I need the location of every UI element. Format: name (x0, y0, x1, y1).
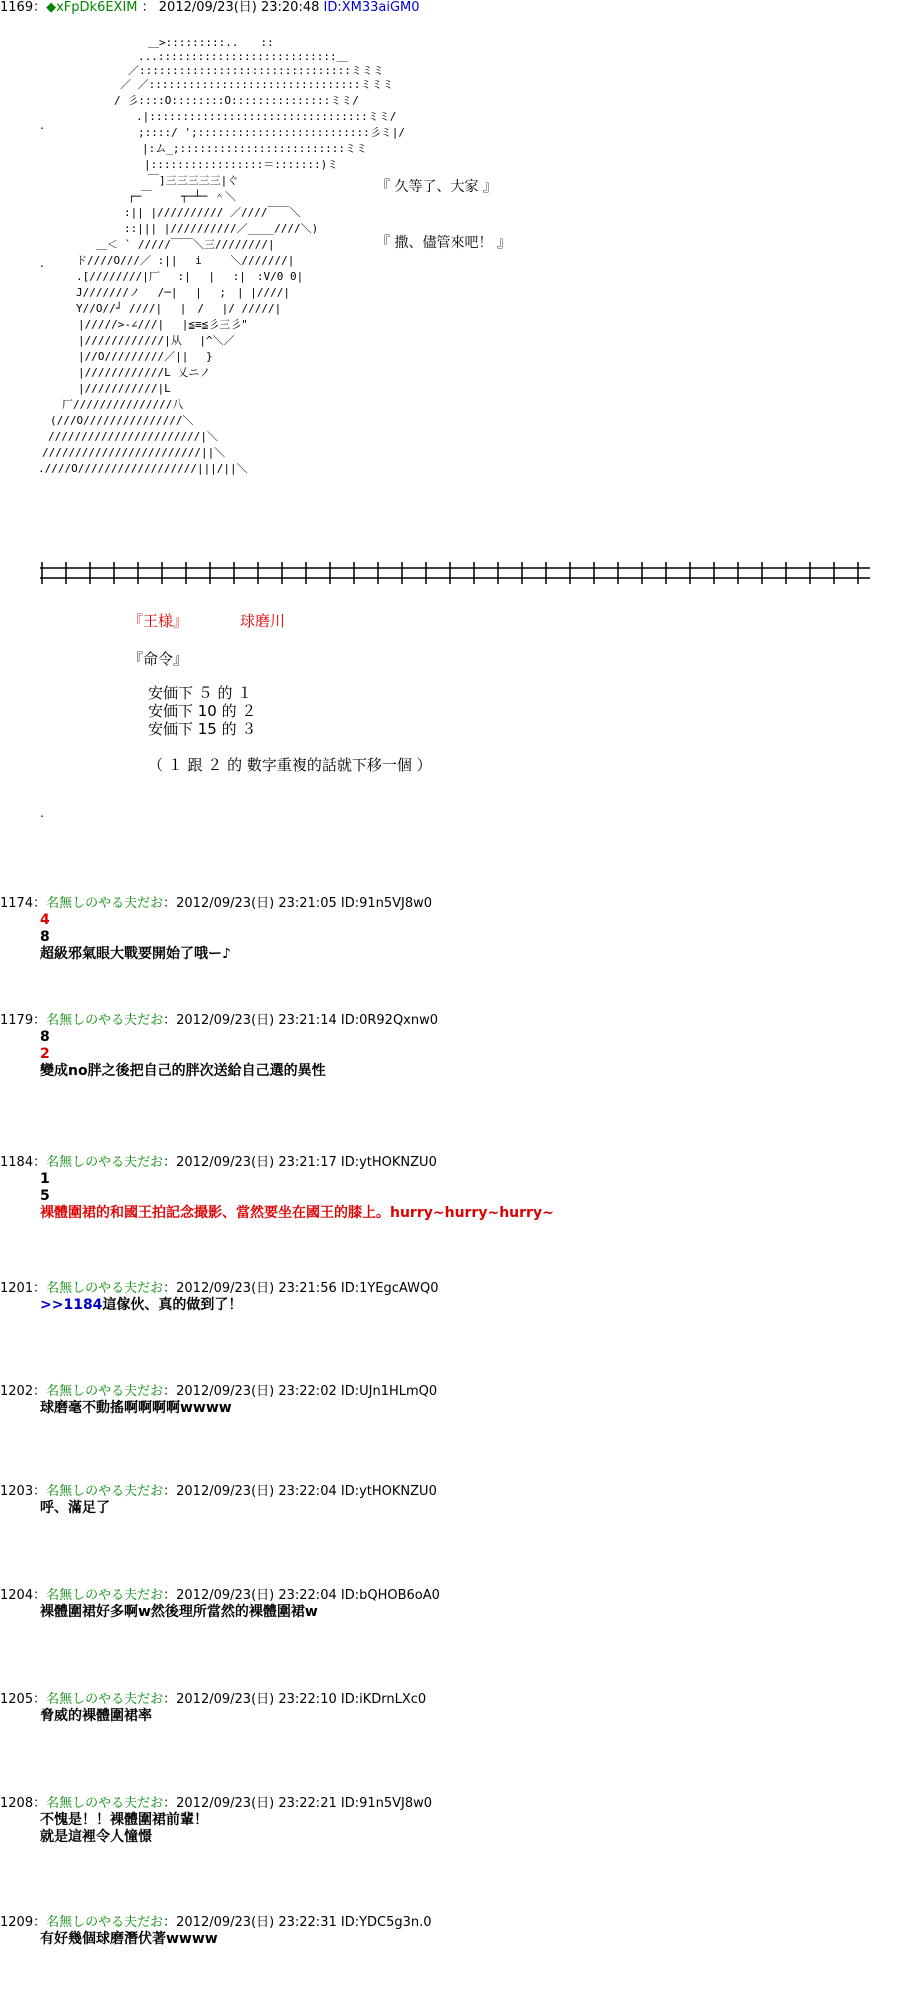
stray-dot: . (40, 118, 44, 132)
post-number: 1204 (0, 1588, 34, 1603)
post-line-text: 呼、滿足了 (40, 1500, 110, 1516)
post-line-text: 裸體圍裙的和國王拍記念撮影、當然要坐在國王的膝上。hurry~hurry~hurry~ (40, 1205, 554, 1221)
svg-text:厂///////////////八: 厂///////////////八 (62, 398, 184, 411)
post-number: 1184 (0, 1155, 34, 1170)
post-separator: ： (33, 1692, 47, 1707)
post-username: 名無しのやる夫だお (46, 1915, 164, 1930)
post-line (40, 1205, 900, 1222)
post-header: 1169：◆xFpDk6EXIM ： 2012/09/23(日) 23:20:48 ID:XM33aiGM0 (0, 0, 420, 15)
op-post (0, 0, 900, 16)
king-name: 球磨川 (240, 612, 286, 630)
order-line-1: 安価下 ５ 的 １ (148, 684, 253, 702)
post-username: 名無しのやる夫だお (46, 1484, 164, 1499)
post-line (40, 1297, 900, 1314)
svg-text:::||| |//////////／____////＼): ::||| |//////////／____////＼) (124, 222, 319, 235)
post-date: 2012/09/23(日) 23:22:10 (176, 1692, 337, 1707)
post-date: 2012/09/23(日) 23:21:05 (176, 896, 337, 911)
post-date: 2012/09/23(日) 23:22:04 (176, 1484, 337, 1499)
post-username: 名無しのやる夫だお (46, 1384, 164, 1399)
post-line-text: 這傢伙、真的做到了！ (102, 1297, 243, 1313)
svg-text:.////O//////////////////|||/||: .////O//////////////////|||/||＼ (38, 462, 248, 475)
reply-post (0, 1588, 900, 1621)
post-line-text: 裸體圍裙好多啊w然後理所當然的裸體圍裙w (40, 1604, 318, 1620)
post-username: 名無しのやる夫だお (46, 1155, 164, 1170)
svg-text:／:::::::::::::::::::::::::::::: ／::::::::::::::::::::::::::::::::ミミミ (128, 64, 384, 77)
post-separator: ： (163, 1484, 177, 1499)
post-separator: ： (33, 1155, 47, 1170)
post-line (40, 1604, 900, 1621)
post-id: ID:0R92Qxnw0 (340, 1013, 439, 1028)
svg-text:////////////////////////||＼: ////////////////////////||＼ (42, 446, 226, 459)
svg-text:|:::::::::::::::::＝:::::::)ミ: |:::::::::::::::::＝:::::::)ミ (144, 158, 339, 171)
svg-text:.|::::::::::::::::::::::::::::: .|:::::::::::::::::::::::::::::::::ミミ/ (136, 110, 397, 123)
post-number: 1169 (0, 0, 34, 15)
op-quote-2: 『 撒、儘管來吧！ 』 (376, 235, 511, 251)
post-line-text: 有好幾個球磨潛伏著wwww (40, 1931, 218, 1947)
svg-text:＿＜ ` /////￣￣＼三////////|: ＿＜ ` /////￣￣＼三////////| (96, 238, 275, 251)
svg-text:Y//O//┘ ////| | / |/ /////|: Y//O//┘ ////| | / |/ /////| (76, 302, 282, 315)
ascii-art-figure (28, 24, 406, 544)
post-separator: ： (33, 1484, 47, 1499)
post-number: 1208 (0, 1796, 34, 1811)
svg-text:|:ム_;:::::::::::::::::::::::::: |:ム_;:::::::::::::::::::::::::ミミ (142, 142, 368, 155)
post-line-text: 1 (40, 1171, 50, 1187)
post-body (0, 1931, 900, 1948)
post-separator: ： (163, 1915, 177, 1930)
post-body (0, 1812, 900, 1846)
post-number: 1179 (0, 1013, 34, 1028)
svg-text:＿>:::::::::.. ::: ＿>:::::::::.. :: (148, 36, 274, 49)
post-header (0, 1013, 900, 1029)
post-header (0, 1384, 900, 1400)
post-separator: ： (163, 1692, 177, 1707)
post-separator: ： (163, 1013, 177, 1028)
reply-post (0, 896, 900, 963)
post-separator: ： (33, 896, 47, 911)
post-number: 1205 (0, 1692, 34, 1707)
order-line-3: 安価下 15 的 ３ (148, 720, 257, 738)
post-id: ID:ytHOKNZU0 (340, 1155, 437, 1170)
post-number: 1202 (0, 1384, 34, 1399)
post-username: 名無しのやる夫だお (46, 1588, 164, 1603)
post-trip: ◆xFpDk6EXIM (46, 0, 138, 15)
post-username: 名無しのやる夫だお (46, 1796, 164, 1811)
post-id: ID:iKDrnLXc0 (340, 1692, 427, 1707)
post-separator: ： (163, 1281, 177, 1296)
post-line (40, 1029, 900, 1046)
post-line-text: 就是這裡令人憧憬 (40, 1829, 152, 1845)
post-id: ID:XM33aiGM0 (323, 0, 420, 15)
order-note: （ １ 跟 ２ 的 數字重複的話就下移一個 ） (148, 756, 432, 774)
post-body (0, 1171, 900, 1222)
post-username: 名無しのやる夫だお (46, 1013, 164, 1028)
post-id: ID:YDC5g3n.0 (340, 1915, 432, 1930)
post-line-text: 2 (40, 1046, 50, 1062)
post-header (0, 1155, 900, 1171)
post-line (40, 946, 900, 963)
svg-text:(///O///////////////＼: (///O///////////////＼ (50, 414, 194, 427)
post-line-text: 脅威的裸體圍裙率 (40, 1708, 152, 1724)
reply-post (0, 1013, 900, 1080)
post-line (40, 1829, 900, 1846)
svg-text:.[////////|厂 :| | :| :V/0 0: .[////////|厂 :| | :| :V/0 0| (76, 270, 304, 283)
post-number: 1201 (0, 1281, 34, 1296)
svg-text:／ ／:::::::::::::::::::::::::::: ／ ／::::::::::::::::::::::::::::::::ミミミ (120, 78, 394, 91)
svg-text:|////////////|从 |^＼／: |////////////|从 |^＼／ (78, 334, 235, 347)
op-quote-1: 『 久等了、大家 』 (376, 179, 497, 195)
post-line-text: 不愧是！！裸體圍裙前輩！ (40, 1812, 208, 1828)
post-date: 2012/09/23(日) 23:22:21 (176, 1796, 337, 1811)
post-id: ID:91n5VJ8w0 (340, 1796, 433, 1811)
post-body (0, 1708, 900, 1725)
post-line-text: 5 (40, 1188, 50, 1204)
reply-post (0, 1915, 900, 1948)
svg-text:;::::/ ';:::::::::::::::::::::: ;::::/ ';::::::::::::::::::::::::::彡ミ|/ (138, 126, 406, 139)
post-line-text: 超級邪氣眼大戰要開始了哦ー♪ (40, 946, 231, 962)
post-header (0, 1796, 900, 1812)
post-line (40, 1500, 900, 1517)
post-id: ID:bQHOB6oA0 (340, 1588, 440, 1603)
reply-post (0, 1384, 900, 1417)
post-body (0, 1500, 900, 1517)
post-username: 名無しのやる夫だお (46, 1281, 164, 1296)
svg-text:┌─￣ ┬─┴─ ＾＼: ┌─￣ ┬─┴─ ＾＼ (128, 190, 236, 203)
svg-text:|////////////L 乂ニノ: |////////////L 乂ニノ (78, 366, 211, 379)
post-line (40, 1812, 900, 1829)
post-separator: ： (33, 1915, 47, 1930)
post-separator: ： (33, 1796, 47, 1811)
stray-dot: . (40, 256, 44, 270)
post-line-text: 8 (40, 929, 50, 945)
post-line (40, 1171, 900, 1188)
reply-post (0, 1692, 900, 1725)
post-separator: ： (33, 1281, 47, 1296)
post-id: ID:ytHOKNZU0 (340, 1484, 437, 1499)
post-date: 2012/09/23(日) 23:21:14 (176, 1013, 337, 1028)
reply-post (0, 1281, 900, 1314)
post-username: 名無しのやる夫だお (46, 1692, 164, 1707)
post-separator: ： (163, 1384, 177, 1399)
post-line (40, 1708, 900, 1725)
post-line (40, 929, 900, 946)
post-separator: ： (163, 1155, 177, 1170)
post-username: 名無しのやる夫だお (46, 896, 164, 911)
post-number: 1174 (0, 896, 34, 911)
order-line-2: 安価下 10 的 ２ (148, 702, 257, 720)
post-id: ID:1YEgcAWQ0 (340, 1281, 439, 1296)
post-line (40, 1046, 900, 1063)
svg-text:///////////////////////|＼: ///////////////////////|＼ (48, 430, 218, 443)
post-line (40, 912, 900, 929)
post-header (0, 896, 900, 912)
order-label: 『命令』 (128, 650, 189, 668)
svg-text:|//O/////////／|| }: |//O/////////／|| } (78, 350, 213, 363)
svg-text:J///////ノ /─| | ; | |////|: J///////ノ /─| | ; | |////| (76, 286, 290, 299)
reply-anchor-link[interactable]: >>1184 (40, 1297, 103, 1313)
post-separator: ： (163, 896, 177, 911)
svg-text:...:::::::::::::::::::::::::::: ...:::::::::::::::::::::::::::＿ (138, 50, 348, 63)
post-body (0, 1400, 900, 1417)
svg-text:/ 彡::::O::::::::O:::::::::::::: / 彡::::O::::::::O:::::::::::::::ミミ/ (114, 94, 359, 107)
post-body (0, 1604, 900, 1621)
post-separator: ： (163, 1588, 177, 1603)
post-line (40, 1188, 900, 1205)
reply-post (0, 1155, 900, 1222)
svg-text:|/////>-∠///| |≦≡≦彡三彡": |/////>-∠///| |≦≡≦彡三彡" (78, 318, 248, 331)
post-body (0, 1297, 900, 1314)
post-line (40, 1931, 900, 1948)
post-separator: ： (33, 1588, 47, 1603)
stray-dot: . (40, 806, 44, 820)
post-header (0, 1484, 900, 1500)
post-number: 1209 (0, 1915, 34, 1930)
post-line-text: 4 (40, 912, 50, 928)
post-date: 2012/09/23(日) 23:21:56 (176, 1281, 337, 1296)
reply-post (0, 1796, 900, 1846)
svg-text:ド////O///／ :|| i ＼///////|: ド////O///／ :|| i ＼///////| (76, 254, 295, 267)
post-line-text: 變成no胖之後把自己的胖次送給自己選的異性 (40, 1063, 326, 1079)
post-line-text: 8 (40, 1029, 50, 1045)
post-date: 2012/09/23(日) 23:22:02 (176, 1384, 337, 1399)
post-separator: ： (33, 0, 47, 15)
post-body (0, 1029, 900, 1080)
post-header (0, 1281, 900, 1297)
post-date: 2012/09/23(日) 23:22:04 (176, 1588, 337, 1603)
post-id: ID:91n5VJ8w0 (340, 896, 433, 911)
svg-text::|| |////////// ／////￣￣＼: :|| |////////// ／////￣￣＼ (124, 206, 301, 219)
post-header (0, 1915, 900, 1931)
post-body (0, 912, 900, 963)
post-number: 1203 (0, 1484, 34, 1499)
king-label: 『王様』 (128, 612, 189, 630)
post-line (40, 1063, 900, 1080)
svg-text:|///////////|L: |///////////|L (78, 382, 171, 395)
post-id: ID:UJn1HLmQ0 (340, 1384, 438, 1399)
divider-ruler (40, 562, 870, 584)
post-line (40, 1400, 900, 1417)
post-separator: ： (33, 1013, 47, 1028)
post-separator: ： (33, 1384, 47, 1399)
post-separator: ： (163, 1796, 177, 1811)
post-header (0, 1588, 900, 1604)
reply-post (0, 1484, 900, 1517)
svg-text:￣]三三三三三|ぐ: ￣]三三三三三|ぐ (148, 174, 239, 187)
post-header (0, 1692, 900, 1708)
post-date: 2012/09/23(日) 23:21:17 (176, 1155, 337, 1170)
post-line-text: 球磨毫不動搖啊啊啊啊wwww (40, 1400, 232, 1416)
post-date: 2012/09/23(日) 23:22:31 (176, 1915, 337, 1930)
post-date: 2012/09/23(日) 23:20:48 (158, 0, 320, 15)
